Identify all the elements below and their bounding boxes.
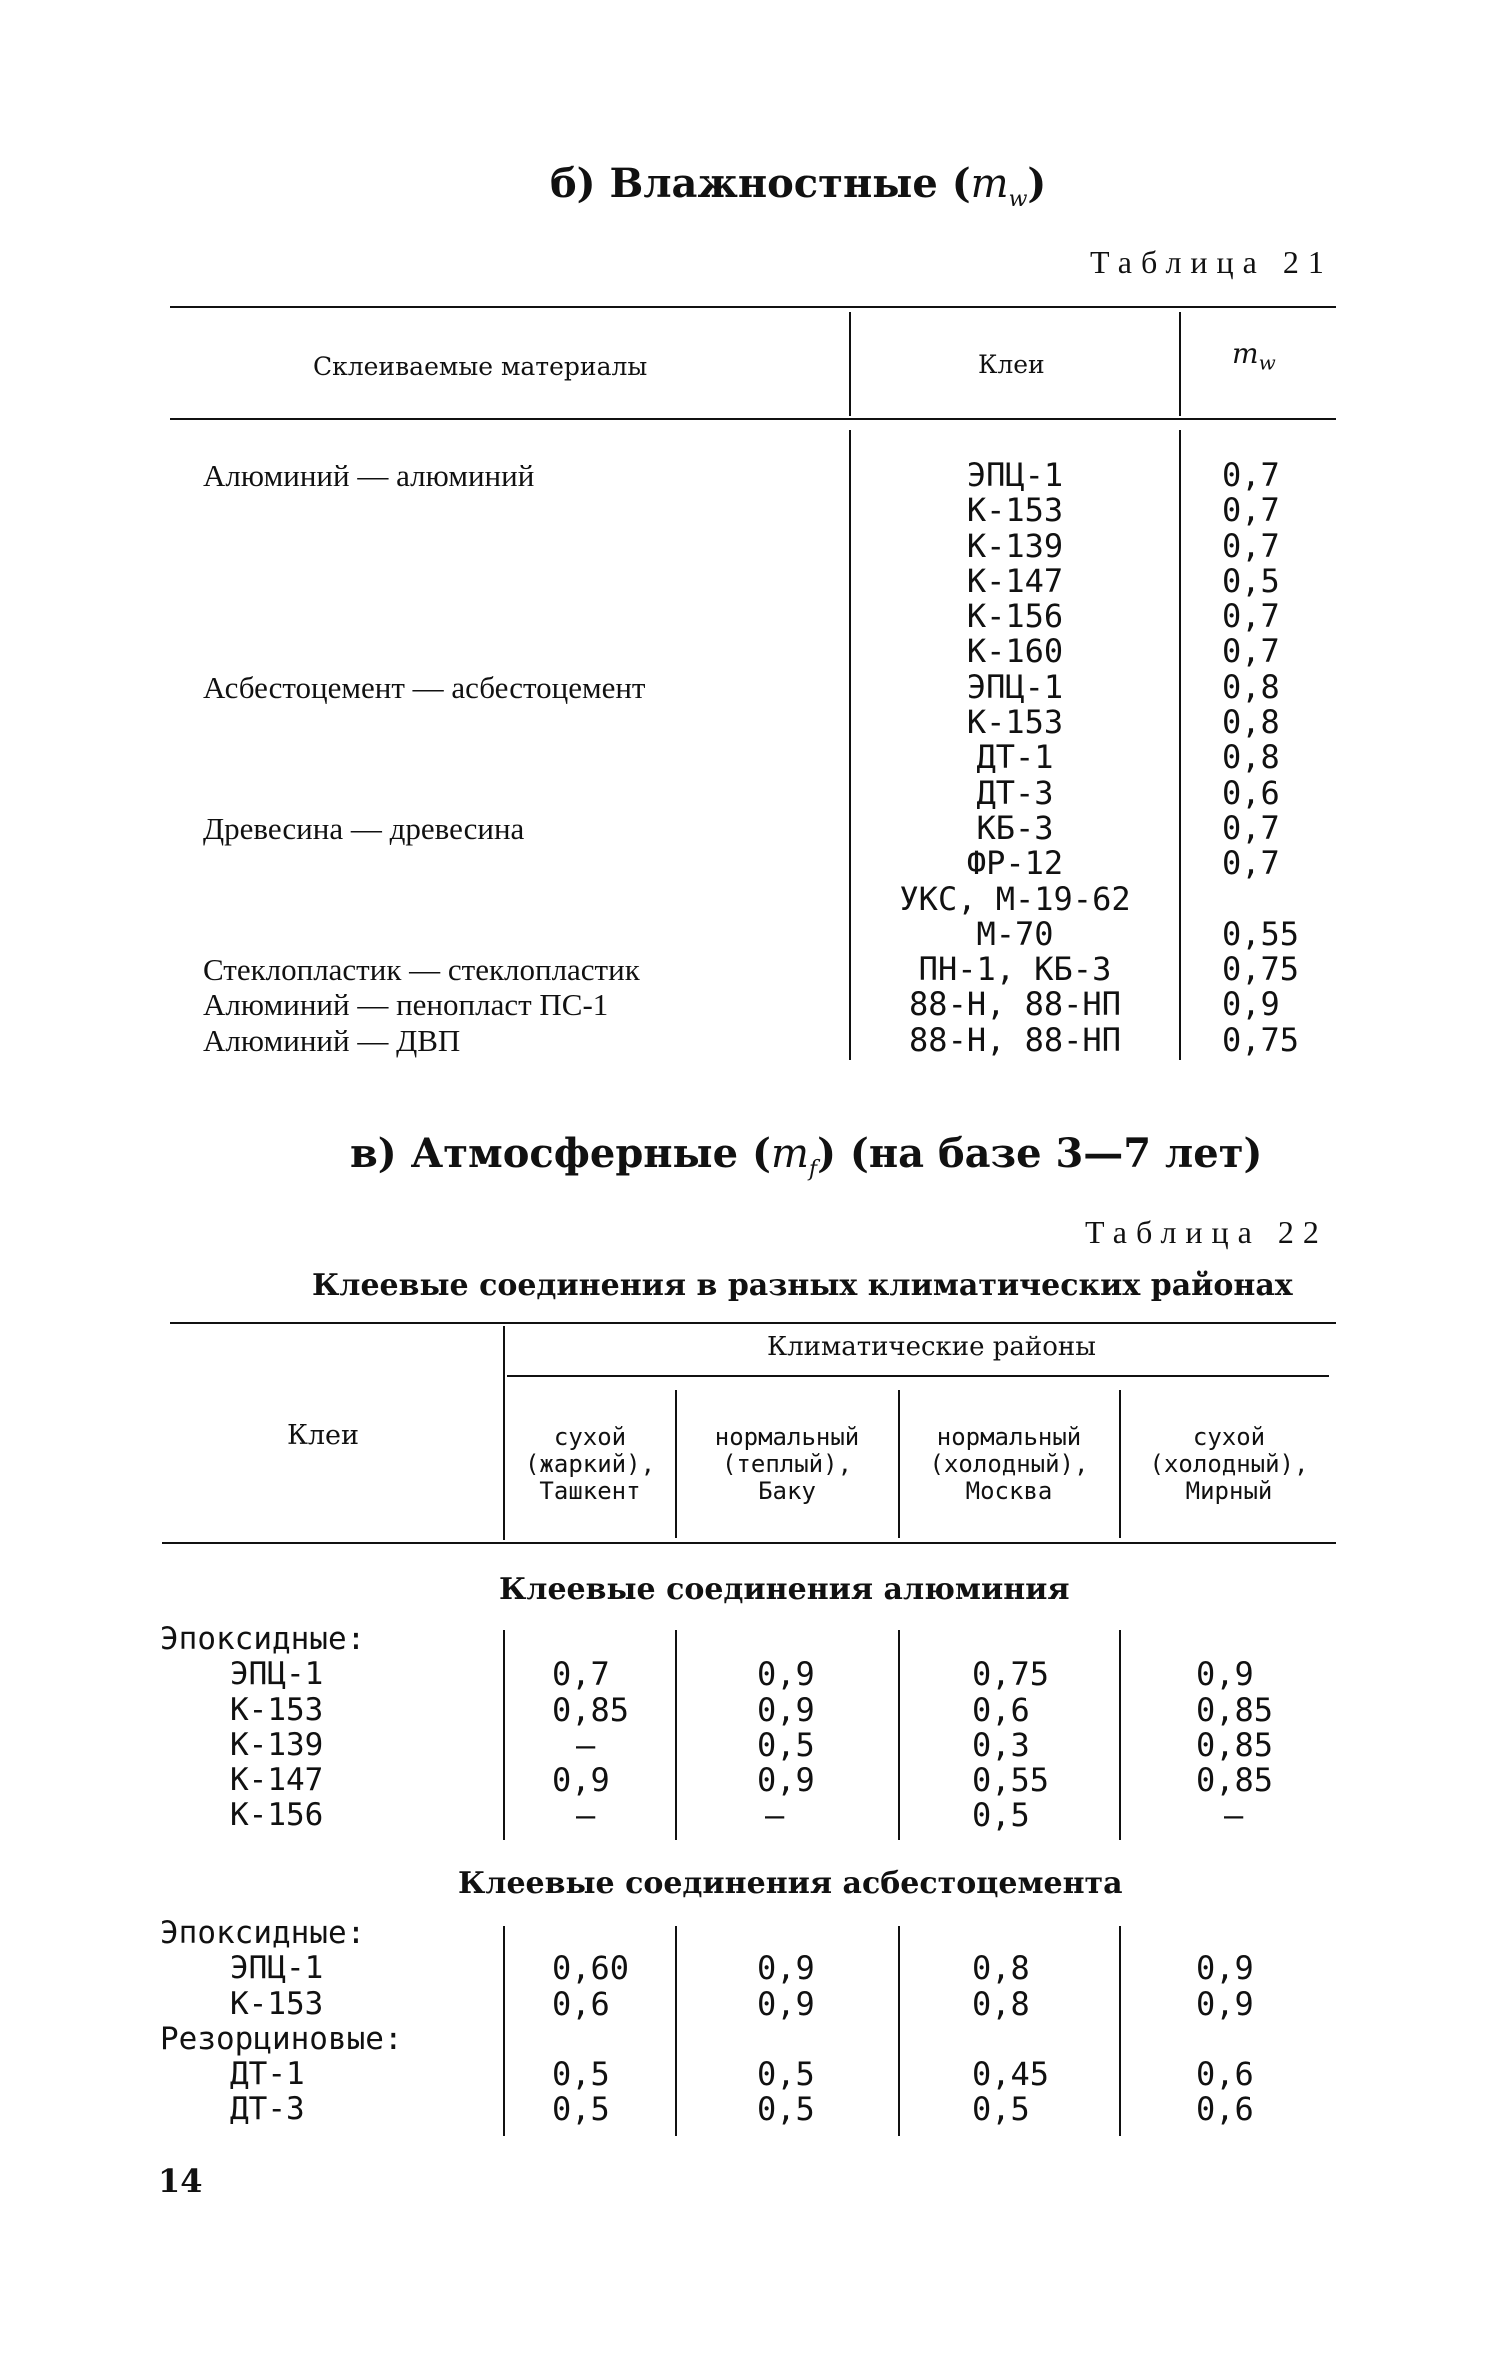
table-cell: — xyxy=(1224,1796,1244,1835)
table-cell: 0,7 xyxy=(1222,526,1280,565)
table-cell: ПН-1, КБ-3 xyxy=(918,950,1112,989)
table-cell: 0,8 xyxy=(1222,703,1280,742)
table-row: Асбестоцемент — асбестоцемент xyxy=(203,669,646,705)
table-row xyxy=(203,740,645,775)
table-cell: 0,85 xyxy=(1196,1690,1274,1729)
table-row xyxy=(203,705,645,740)
block2-divider-1 xyxy=(675,1926,677,2136)
list-item: К-156 xyxy=(230,1797,324,1834)
header-line: (холодный), xyxy=(929,1450,1089,1478)
table-cell: 0,5 xyxy=(972,1796,1030,1835)
table-cell: ЭПЦ-1 xyxy=(966,667,1064,706)
block1-col1 xyxy=(552,1622,632,1834)
table-cell: 0,9 xyxy=(1196,1949,1254,1988)
block1-col4 xyxy=(1196,1622,1286,1834)
table-cell: 0,9 xyxy=(1196,1984,1254,2023)
table-cell: 0,5 xyxy=(552,2055,610,2094)
table21-values-column xyxy=(1222,458,1299,1058)
table-row xyxy=(203,564,645,599)
header-line: нормальный xyxy=(714,1423,860,1451)
table-cell: 0,5 xyxy=(972,2090,1030,2129)
table-row xyxy=(203,634,645,669)
table-cell: 0,55 xyxy=(1222,914,1300,953)
table21-header-m: m xyxy=(1232,337,1259,370)
table-cell: 0,9 xyxy=(1196,1655,1254,1694)
table-row: Алюминий — ДВП xyxy=(203,1022,461,1058)
table-cell: 0,60 xyxy=(552,1949,630,1988)
table21-body-divider-2 xyxy=(1179,430,1181,1060)
list-item: К-139 xyxy=(230,1726,324,1763)
table22-block1-title: Клеевые соединения алюминия xyxy=(499,1572,1070,1607)
table-cell: 0,8 xyxy=(1222,667,1280,706)
table-cell: К-147 xyxy=(966,561,1064,600)
table-cell: УКС, М-19-62 xyxy=(899,879,1131,918)
section-v-title-a: в) Атмосферные ( xyxy=(350,1130,771,1177)
table-cell xyxy=(1196,1916,1286,1951)
table-cell: К-153 xyxy=(966,703,1064,742)
table21-glue-column xyxy=(852,458,1178,1058)
table-cell: 0,85 xyxy=(1196,1725,1274,1764)
table22-header-col4 xyxy=(1122,1424,1336,1505)
table21-label: Таблица 21 xyxy=(1090,244,1333,280)
table22-header-divider-0 xyxy=(503,1326,505,1540)
table22-header-rule xyxy=(162,1542,1336,1544)
header-line: (теплый), xyxy=(721,1450,853,1478)
table-cell: 0,7 xyxy=(1222,597,1280,636)
table-cell: К-160 xyxy=(966,632,1064,671)
header-line: нормальный xyxy=(936,1423,1082,1451)
table-cell: ЭПЦ-1 xyxy=(966,456,1064,494)
table-cell: 0,7 xyxy=(1222,808,1280,847)
block1-col3 xyxy=(972,1622,1062,1834)
header-line: (жаркий), xyxy=(524,1450,656,1478)
header-line: Москва xyxy=(965,1477,1053,1505)
table-cell xyxy=(552,1916,632,1951)
table-row: Алюминий — алюминий xyxy=(203,458,535,493)
header-line: сухой xyxy=(1192,1423,1266,1451)
mw-subscript: w xyxy=(1008,187,1028,212)
table22-header-col2 xyxy=(678,1424,896,1505)
table21-header-materials: Склеиваемые материалы xyxy=(313,352,648,381)
table21-header-divider-2 xyxy=(1179,312,1181,416)
mf-symbol: m xyxy=(770,1131,809,1177)
list-item: Эпоксидные: xyxy=(160,1621,366,1657)
block2-col3 xyxy=(972,1916,1062,2128)
table-row: Алюминий — пенопласт ПС-1 xyxy=(203,987,609,1023)
table21-top-rule xyxy=(170,306,1336,308)
table-row: Стеклопластик — стеклопластик xyxy=(203,952,640,988)
table-cell: 0,6 xyxy=(1196,2055,1254,2094)
table21-header-rule xyxy=(170,418,1336,420)
table22-caption: Клеевые соединения в разных климатических районах xyxy=(312,1268,1293,1303)
list-item: ЭПЦ-1 xyxy=(230,1656,324,1693)
table-row xyxy=(203,846,645,881)
header-line: Ташкент xyxy=(539,1477,641,1505)
table-cell: 0,8 xyxy=(1222,738,1280,777)
table-cell: 0,5 xyxy=(757,2090,815,2129)
table-cell: 88-Н, 88-НП xyxy=(909,1020,1121,1059)
table-row xyxy=(203,882,645,917)
table-cell: К-153 xyxy=(966,491,1064,530)
table-row xyxy=(203,599,645,634)
table-cell: 0,9 xyxy=(757,1949,815,1988)
table-cell: 0,7 xyxy=(1222,632,1280,671)
table-cell: 0,9 xyxy=(1222,985,1280,1024)
block1-divider-2 xyxy=(898,1630,900,1840)
header-line: Мирный xyxy=(1185,1477,1273,1505)
header-line: Баку xyxy=(758,1477,816,1505)
table-cell xyxy=(1196,1622,1286,1657)
table-cell: 0,85 xyxy=(1196,1761,1274,1800)
table-cell: 0,9 xyxy=(757,1690,815,1729)
table-cell: 0,9 xyxy=(552,1761,610,1800)
header-line: сухой xyxy=(553,1423,627,1451)
block2-col4 xyxy=(1196,1916,1286,2128)
table-cell xyxy=(757,2022,837,2057)
table21-header-mw xyxy=(1232,337,1276,375)
table-row xyxy=(203,776,645,811)
block1-divider-0 xyxy=(503,1630,505,1840)
header-line: (холодный), xyxy=(1149,1450,1309,1478)
table-cell: 0,5 xyxy=(1222,561,1280,600)
block2-divider-3 xyxy=(1119,1926,1121,2136)
table-cell: 0,6 xyxy=(972,1690,1030,1729)
mw-symbol: m xyxy=(970,161,1009,207)
table-cell: — xyxy=(576,1796,596,1835)
table-row xyxy=(203,529,645,564)
table-cell: К-156 xyxy=(966,597,1064,636)
section-v-title xyxy=(350,1130,1262,1182)
table-cell: 0,7 xyxy=(1222,491,1280,530)
table-cell xyxy=(552,1622,632,1657)
table-cell: — xyxy=(765,1796,785,1835)
table-cell xyxy=(757,1916,837,1951)
block2-divider-0 xyxy=(503,1926,505,2136)
block2-col1 xyxy=(552,1916,632,2128)
table-cell: 0,55 xyxy=(972,1761,1050,1800)
table-cell: 0,6 xyxy=(552,1984,610,2023)
block2-divider-2 xyxy=(898,1926,900,2136)
table-cell: 0,85 xyxy=(552,1690,630,1729)
table-cell: 0,9 xyxy=(757,1761,815,1800)
section-v-title-b: ) (на базе 3—7 лет) xyxy=(817,1130,1263,1177)
table-cell xyxy=(1196,2022,1286,2057)
table-cell: 0,9 xyxy=(757,1655,815,1694)
table22-group-rule xyxy=(507,1375,1329,1377)
table-cell: — xyxy=(576,1725,596,1764)
table-cell xyxy=(972,1916,1062,1951)
section-b-title-text: б) Влажностные ( xyxy=(550,160,971,207)
table-cell: 0,7 xyxy=(1222,844,1280,883)
table-cell: 88-Н, 88-НП xyxy=(909,985,1121,1024)
list-item: ДТ-3 xyxy=(230,2091,305,2128)
block1-col2 xyxy=(757,1622,837,1834)
table21-materials-column xyxy=(203,458,645,1058)
table21-header-divider-1 xyxy=(849,312,851,416)
table-cell: 0,3 xyxy=(972,1725,1030,1764)
table21-header-glue: Клеи xyxy=(978,350,1045,379)
block1-divider-3 xyxy=(1119,1630,1121,1840)
table-cell: 0,8 xyxy=(972,1984,1030,2023)
table22-header-col3 xyxy=(901,1424,1117,1505)
table22-header-col1 xyxy=(506,1424,674,1505)
table-cell: 0,75 xyxy=(972,1655,1050,1694)
block1-divider-1 xyxy=(675,1630,677,1840)
table-cell: ДТ-3 xyxy=(976,773,1054,812)
table22-header-group: Климатические районы xyxy=(767,1332,1096,1362)
table-cell xyxy=(972,1622,1062,1657)
block1-labels xyxy=(160,1622,365,1834)
table-cell: 0,5 xyxy=(757,1725,815,1764)
table-cell: М-70 xyxy=(976,914,1054,953)
table-cell xyxy=(552,2022,632,2057)
table22-label: Таблица 22 xyxy=(1085,1214,1328,1250)
table-cell xyxy=(757,1622,837,1657)
list-item: К-153 xyxy=(230,1985,324,2022)
table21-header-m-sub: w xyxy=(1258,350,1276,375)
section-b-title xyxy=(550,160,1046,212)
table-cell xyxy=(1222,882,1299,917)
table-cell: 0,5 xyxy=(757,2055,815,2094)
list-item: К-147 xyxy=(230,1762,324,1799)
table21-body-divider-1 xyxy=(849,430,851,1060)
table-cell: ДТ-1 xyxy=(976,738,1054,777)
table-cell: 0,6 xyxy=(1222,773,1280,812)
table22-header-divider-3 xyxy=(1119,1390,1121,1538)
block2-labels xyxy=(160,1916,403,2128)
table-cell xyxy=(972,2022,1062,2057)
table22-header-glue: Клеи xyxy=(287,1420,360,1451)
table-cell: 0,6 xyxy=(1196,2090,1254,2129)
table-cell: 0,5 xyxy=(552,2090,610,2129)
block2-col2 xyxy=(757,1916,837,2128)
table-row xyxy=(203,917,645,952)
table-cell: К-139 xyxy=(966,526,1064,565)
table-row xyxy=(203,493,645,528)
table22-top-rule xyxy=(170,1322,1336,1324)
list-item: Резорциновые: xyxy=(160,2020,403,2057)
table22-header-divider-2 xyxy=(898,1390,900,1538)
table22-block2-title: Клеевые соединения асбестоцемента xyxy=(458,1866,1123,1901)
table-cell: 0,8 xyxy=(972,1949,1030,1988)
table-cell: 0,7 xyxy=(552,1655,610,1694)
table-cell: ФР-12 xyxy=(966,844,1064,883)
section-b-title-close: ) xyxy=(1027,160,1047,207)
table-cell: 0,7 xyxy=(1222,456,1280,494)
table-cell: 0,75 xyxy=(1222,1020,1300,1059)
list-item: ДТ-1 xyxy=(230,2056,305,2093)
table-cell: 0,45 xyxy=(972,2055,1050,2094)
list-item: К-153 xyxy=(230,1691,324,1728)
list-item: ЭПЦ-1 xyxy=(230,1950,324,1987)
table22-header-divider-1 xyxy=(675,1390,677,1538)
table-cell: 0,75 xyxy=(1222,950,1300,989)
list-item: Эпоксидные: xyxy=(160,1915,366,1951)
page-number: 14 xyxy=(158,2162,203,2200)
table-cell: КБ-3 xyxy=(976,808,1054,847)
table-cell: 0,9 xyxy=(757,1984,815,2023)
mf-subscript: f xyxy=(808,1157,818,1182)
table-row: Древесина — древесина xyxy=(203,810,525,846)
